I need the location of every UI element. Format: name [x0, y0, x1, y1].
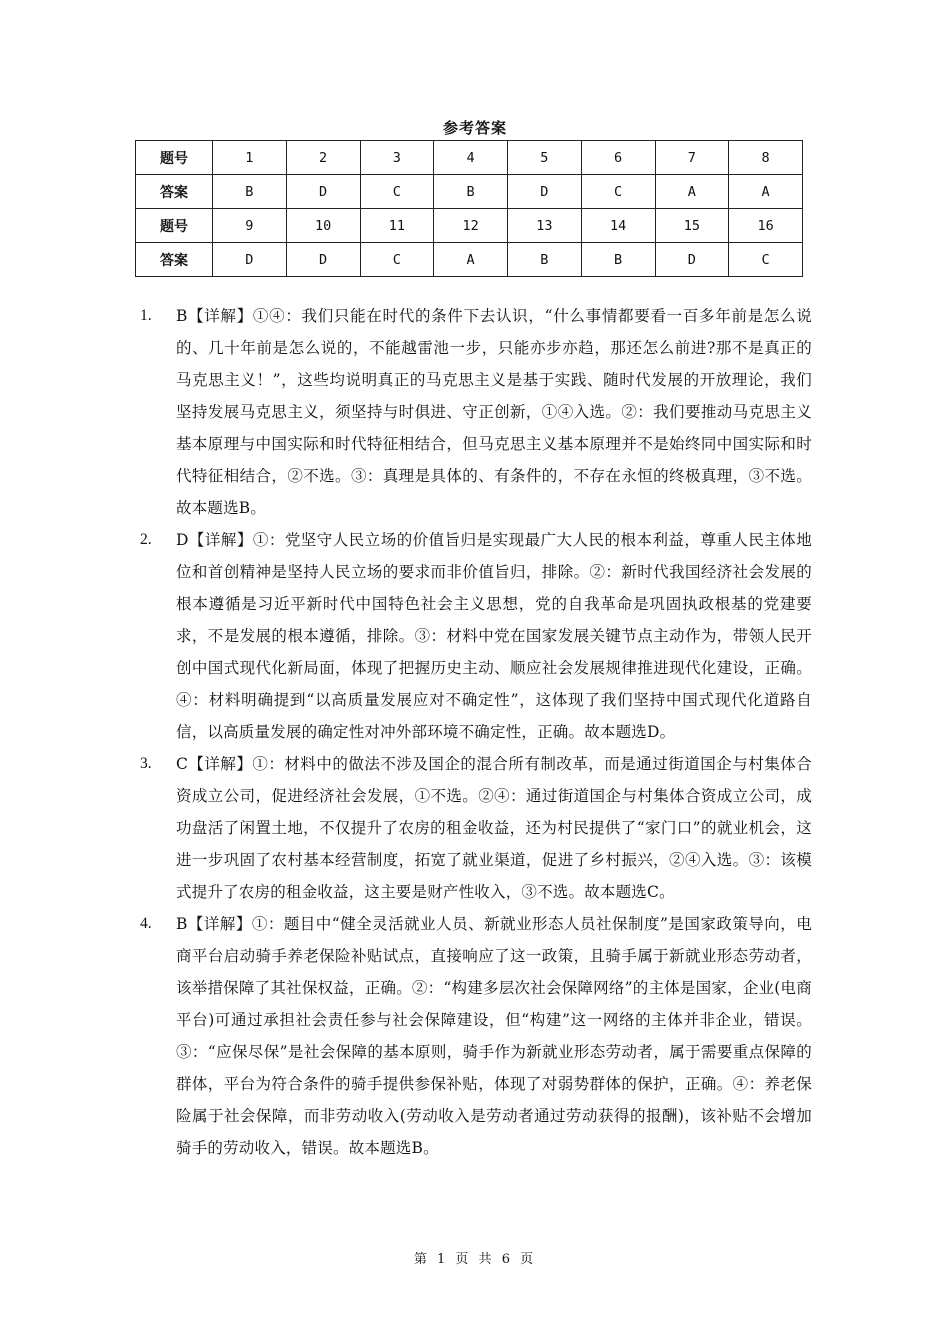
table-cell: 5 — [508, 141, 582, 175]
page-footer: 第 1 页 共 6 页 — [413, 1252, 537, 1267]
table-cell: 2 — [286, 141, 360, 175]
table-cell: A — [655, 175, 729, 209]
table-cell: 7 — [655, 141, 729, 175]
table-row — [136, 243, 803, 277]
table-cell: 8 — [729, 141, 803, 175]
explanation-list — [140, 300, 812, 1164]
explanation-text: B【详解】①：题目中“健全灵活就业人员、新就业形态人员社保制度”是国家政策导向，电商平台启动骑手养老保险补贴试点，直接响应了这一政策，且骑手属于新就业形态劳动者，该举措保障了其社保权益，正确。②：“构建多层次社会保障网络”的主体是国家，企业(电商平台)可通过承担社会责任参与社会保障建设，但“构建”这一网络的主体并非企业，错误。③：“应保尽保”是社会保障的基本原则，骑手作为新就业形态劳动者，属于需要重点保障的群体，平台为符合条件的骑手提供参保补贴，体现了对弱势群体的保护，正确。④：养老保险属于社会保障，而非劳动收入(劳动收入是劳动者通过劳动获得的报酬)，该补贴不会增加骑手的劳动收入，错误。故本题选B。 — [176, 915, 812, 1157]
explanation-text: D【详解】①：党坚守人民立场的价值旨归是实现最广大人民的根本利益，尊重人民主体地位和首创精神是坚持人民立场的要求而非价值旨归，排除。②：新时代我国经济社会发展的根本遵循是习近平新时代中国特色社会主义思想，党的自我革命是巩固执政根基的党建要求，不是发展的根本遵循，排除。③：材料中党在国家发展关键节点主动作为，带领人民开创中国式现代化新局面，体现了把握历史主动、顺应社会发展规律推进现代化建设，正确。④：材料明确提到“以高质量发展应对不确定性”，这体现了我们坚持中国式现代化道路自信，以高质量发展的确定性对冲外部环境不确定性，正确。故本题选D。 — [176, 531, 812, 741]
table-cell: A — [434, 243, 508, 277]
table-cell: C — [729, 243, 803, 277]
table-cell: B — [581, 243, 655, 277]
page-title: 参考答案 — [442, 119, 507, 137]
table-cell: D — [508, 175, 582, 209]
table-cell: C — [581, 175, 655, 209]
question-number: 1. — [140, 307, 152, 324]
table-cell: 12 — [434, 209, 508, 243]
table-row — [136, 141, 803, 175]
table-cell: B — [213, 175, 287, 209]
table-cell: D — [286, 175, 360, 209]
row-header: 答案 — [136, 243, 213, 277]
table-row — [136, 209, 803, 243]
table-cell: 13 — [508, 209, 582, 243]
table-cell: B — [434, 175, 508, 209]
table-cell: B — [508, 243, 582, 277]
table-cell: D — [213, 243, 287, 277]
row-header: 答案 — [136, 175, 213, 209]
table-cell: 6 — [581, 141, 655, 175]
answer-table — [135, 140, 803, 277]
answer-explanation — [140, 748, 812, 908]
question-number: 2. — [140, 531, 152, 548]
explanation-text: C【详解】①：材料中的做法不涉及国企的混合所有制改革，而是通过街道国企与村集体合资成立公司，促进经济社会发展，①不选。②④：通过街道国企与村集体合资成立公司，成功盘活了闲置土地，不仅提升了农房的租金收益，还为村民提供了“家门口”的就业机会，这进一步巩固了农村基本经营制度，拓宽了就业渠道，促进了乡村振兴，②④入选。③：该模式提升了农房的租金收益，这主要是财产性收入，③不选。故本题选C。 — [176, 755, 812, 901]
table-cell: D — [655, 243, 729, 277]
table-cell: 14 — [581, 209, 655, 243]
table-cell: 9 — [213, 209, 287, 243]
table-cell: 10 — [286, 209, 360, 243]
answer-explanation — [140, 908, 812, 1164]
answer-explanation — [140, 524, 812, 748]
table-cell: 3 — [360, 141, 434, 175]
table-cell: 11 — [360, 209, 434, 243]
table-cell: 4 — [434, 141, 508, 175]
question-number: 4. — [140, 915, 152, 932]
table-cell: A — [729, 175, 803, 209]
table-cell: 1 — [213, 141, 287, 175]
table-cell: C — [360, 175, 434, 209]
table-cell: D — [286, 243, 360, 277]
table-cell: 16 — [729, 209, 803, 243]
table-cell: 15 — [655, 209, 729, 243]
row-header: 题号 — [136, 209, 213, 243]
answer-explanation — [140, 300, 812, 524]
table-row — [136, 175, 803, 209]
row-header: 题号 — [136, 141, 213, 175]
table-cell: C — [360, 243, 434, 277]
explanation-text: B【详解】①④：我们只能在时代的条件下去认识，“什么事情都要看一百多年前是怎么说的、几十年前是怎么说的，不能越雷池一步，只能亦步亦趋，那还怎么前进?那不是真正的马克思主义！”，这些均说明真正的马克思主义是基于实践、随时代发展的开放理论，我们坚持发展马克思主义，须坚持与时俱进、守正创新，①④入选。②：我们要推动马克思主义基本原理与中国实际和时代特征相结合，但马克思主义基本原理并不是始终同中国实际和时代特征相结合，②不选。③：真理是具体的、有条件的，不存在永恒的终极真理，③不选。故本题选B。 — [176, 307, 812, 517]
question-number: 3. — [140, 755, 152, 772]
